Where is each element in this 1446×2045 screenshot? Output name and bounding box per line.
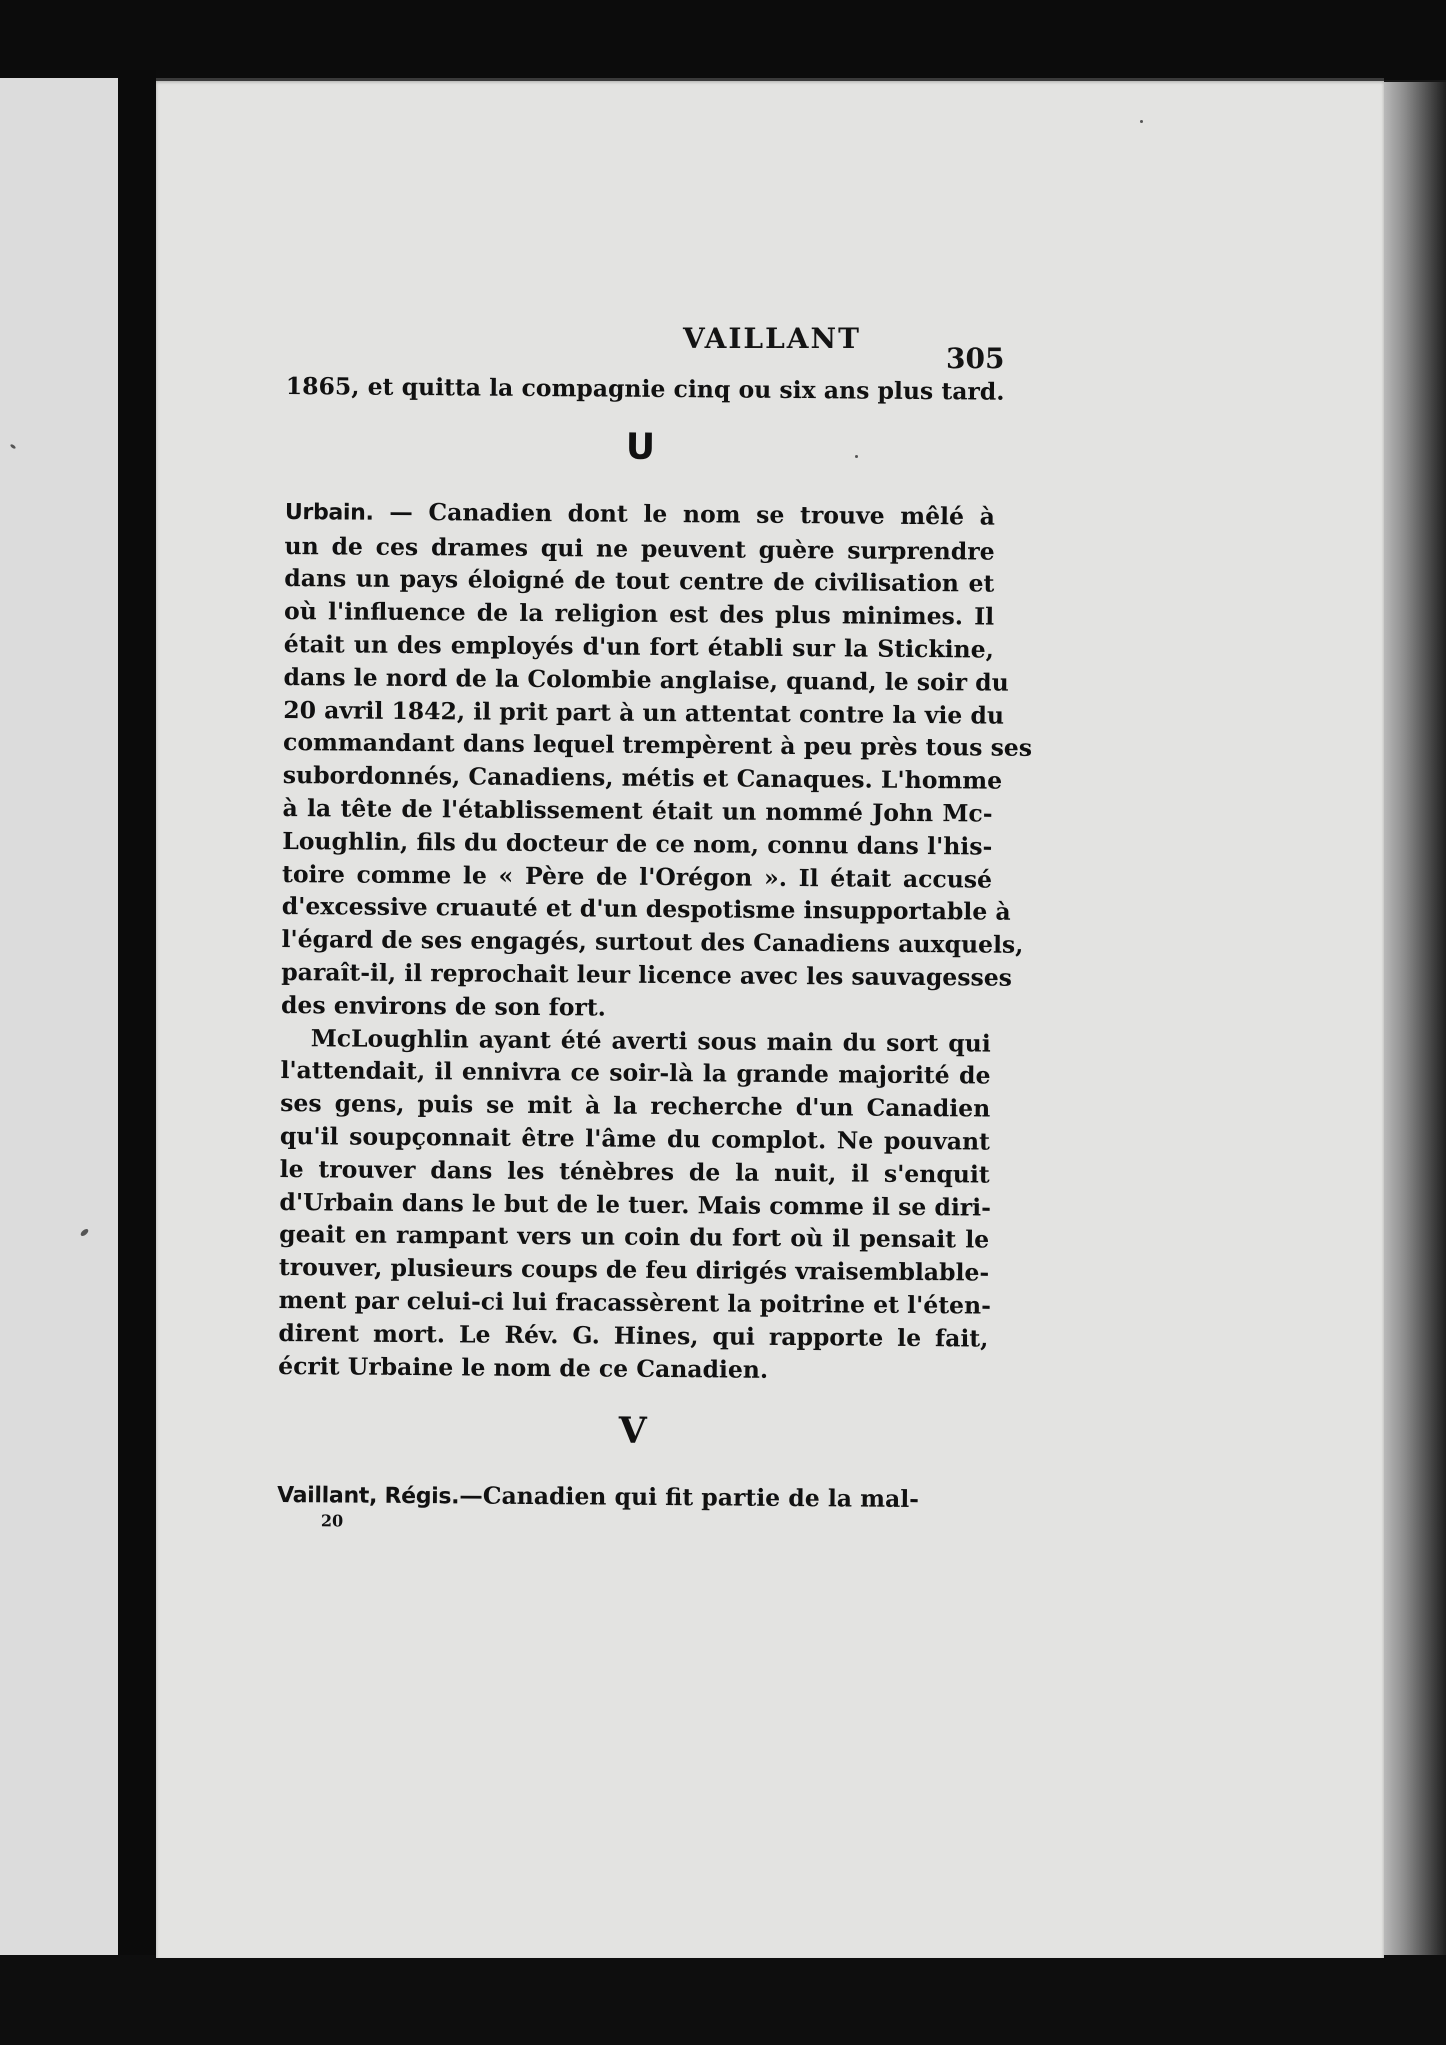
text-line: à la tête de l'établissement était un nommé John Mc-	[282, 793, 993, 828]
text-line: l'égard de ses engagés, surtout des Canadiens auxquels,	[281, 925, 1024, 959]
text-line: était un des employés d'un fort établi sur la Stickine,	[283, 629, 994, 664]
running-header-title: VAILLANT	[683, 322, 861, 355]
opening-line: 1865, et quitta la compagnie cinq ou six ans plus tard.	[285, 371, 1005, 406]
text-line: trouver, plusieurs coups de feu dirigés vraisemblable-	[278, 1253, 990, 1287]
page-number: 305	[946, 342, 1005, 375]
page-top-edge	[156, 78, 1384, 81]
text-line: 20 avril 1842, il prit part à un attentat contre la vie du	[283, 695, 1005, 730]
facing-page-left	[0, 78, 118, 1958]
text-line: d'Urbain dans le but de le tuer. Mais comme il se diri-	[279, 1187, 992, 1222]
scan-bottom-border	[0, 1955, 1446, 2045]
text-line: d'excessive cruauté et d'un despotisme insupportable à	[281, 892, 1011, 927]
text-line: l'attendait, il ennivra ce soir-là la grande majorité de	[280, 1056, 991, 1090]
scan-speck	[1140, 120, 1143, 123]
entry-head-urbain: Urbain.	[284, 499, 374, 526]
text-line: commandant dans lequel trempèrent à peu près tous ses	[282, 728, 1033, 763]
text-line: dirent mort. Le Rév. G. Hines, qui rapporte le fait,	[278, 1318, 989, 1353]
text-line: ment par celui-ci lui fracassèrent la poitrine et l'éten-	[278, 1285, 992, 1320]
text-line: dans un pays éloigné de tout centre de civilisation et	[284, 564, 995, 598]
text-line: où l'influence de la religion est des plus minimes. Il	[283, 597, 995, 631]
section-letter-v: V	[618, 1409, 647, 1453]
page-body	[277, 370, 1033, 1537]
book-gutter	[118, 70, 156, 1960]
text-line: écrit Urbaine le nom de ce Canadien.	[278, 1351, 769, 1384]
text-line: des environs de son fort.	[280, 990, 607, 1022]
text-line: ses gens, puis se mit à la recherche d'un Canadien	[280, 1089, 991, 1123]
text-line: Loughlin, fils du docteur de ce nom, connu dans l'his-	[282, 826, 993, 861]
text-line: le trouver dans les ténèbres de la nuit, il s'enquit	[279, 1154, 990, 1189]
entry-first-line	[277, 1478, 987, 1518]
text-line: paraît-il, il reprochait leur licence avec les sauvagesses	[281, 957, 1013, 992]
text-line: — Canadien dont le nom se trouve mêlé à	[373, 497, 995, 531]
text-line: un de ces drames qui ne peuvent guère surprendre	[284, 531, 995, 566]
section-letter-u: U	[625, 426, 656, 468]
text-line: geait en rampant vers un coin du fort où il pensait le	[279, 1220, 990, 1254]
entry-head-vaillant: Vaillant, Régis.	[277, 1483, 460, 1510]
text-line: dans le nord de la Colombie anglaise, quand, le soir du	[283, 662, 1009, 697]
text-line: qu'il soupçonnait être l'âme du complot. Ne pouvant	[279, 1121, 991, 1156]
text-line: McLoughlin ayant été averti sous main du sort qui	[310, 1023, 991, 1058]
text-line: toire comme le « Père de l'Orégon ». Il était accusé	[281, 859, 993, 894]
text-line: —Canadien qui fit partie de la mal-	[459, 1481, 920, 1514]
page-edge-right	[1382, 82, 1446, 1982]
entry-first-line	[285, 495, 995, 535]
text-line: subordonnés, Canadiens, métis et Canaques. L'homme	[282, 761, 1003, 795]
scan-top-border	[0, 0, 1446, 80]
signature-mark: 20	[320, 1511, 344, 1531]
